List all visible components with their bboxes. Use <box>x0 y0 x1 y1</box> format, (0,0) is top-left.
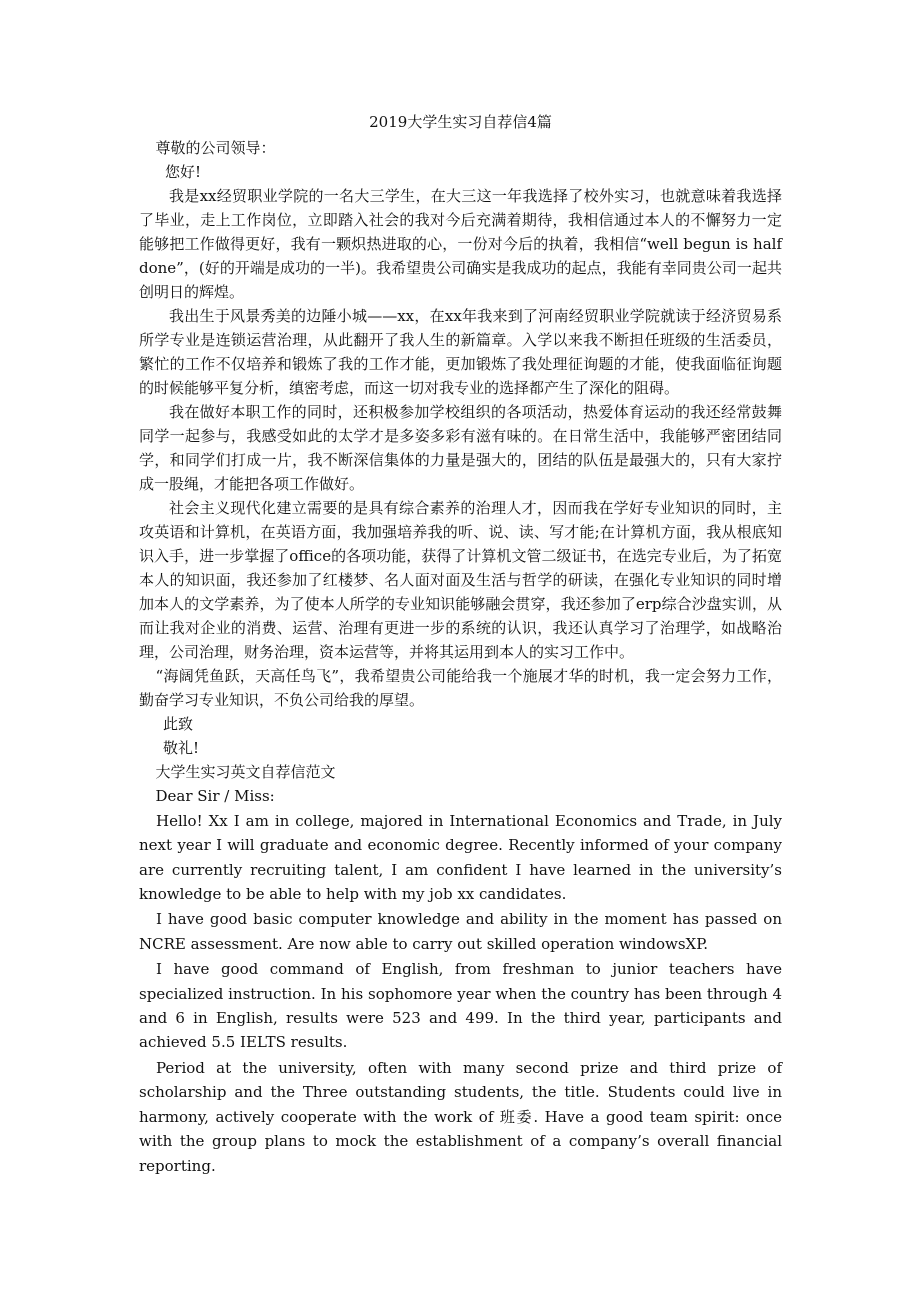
en-paragraph-1: Hello! Xx I am in college, majored in International Economics and Trade, in July next year I will graduate and economic degree. Recently informed of your company are currently recruiting talent, I am confident I have learned in the university’s knowledge to be able to help with my job xx candidates. <box>139 811 782 904</box>
english-section <box>139 760 782 1178</box>
greeting-hello: 您好! <box>165 163 202 181</box>
closing-ci-zhi: 此致 <box>163 715 194 733</box>
en-section-title: 大学生实习英文自荐信范文 <box>155 763 336 781</box>
document-page <box>139 110 782 1179</box>
en-paragraph-2: I have good basic computer knowledge and ability in the moment has passed on NCRE assessment. Are now able to carry out skilled operation windowsXP. <box>139 910 782 953</box>
cn-paragraph-1: 我是xx经贸职业学院的一名大三学生，在大三这一年我选择了校外实习，也就意味着我选择了毕业，走上工作岗位，立即踏入社会的我对今后充满着期待，我相信通过本人的不懈努力一定能够把工作做得更好，我有一颗炽热进取的心，一份对今后的执着，我相信“well begun is half done”，(好的开端是成功的一半)。我希望贵公司确实是我成功的起点，我能有幸同贵公司一起共创明日的辉煌。 <box>139 187 782 301</box>
cn-quote-paragraph: “海阔凭鱼跃，天高任鸟飞”，我希望贵公司能给我一个施展才华的时机，我一定会努力工作，勤奋学习专业知识，不负公司给我的厚望。 <box>139 667 782 709</box>
cn-paragraph-4: 社会主义现代化建立需要的是具有综合素养的治理人才，因而我在学好专业知识的同时，主攻英语和计算机，在英语方面，我加强培养我的听、说、读、写才能;在计算机方面，我从根底知识入手，进一步掌握了office的各项功能，获得了计算机文管二级证书，在选完专业后，为了拓宽本人的知识面，我还参加了红楼梦、名人面对面及生活与哲学的研读，在强化专业知识的同时增加本人的文学素养，为了使本人所学的专业知识能够融会贯穿，我还参加了erp综合沙盘实训，从而让我对企业的消费、运营、治理有更进一步的系统的认识，我还认真学习了治理学，如战略治理，公司治理，财务治理，资本运营等，并将其运用到本人的实习工作中。 <box>139 499 782 661</box>
en-paragraph-4: Period at the university, often with many second prize and third prize of scholarship and the Three outstanding students, the title. Students could live in harmony, actively cooperate with the work of 班委. Have a good team spirit: once with the group plans to mock the establishment of a company’s overall financial reporting. <box>139 1058 782 1175</box>
en-greeting: Dear Sir / Miss: <box>155 787 275 806</box>
cn-paragraph-2: 我出生于风景秀美的边陲小城——xx，在xx年我来到了河南经贸职业学院就读于经济贸易系所学专业是连锁运营治理，从此翻开了我人生的新篇章。入学以来我不断担任班级的生活委员，繁忙的工作不仅培养和锻炼了我的工作才能，更加锻炼了我处理征询题的才能，使我面临征询题的时候能够平复分析，缜密考虑，而这一切对我专业的选择都产生了深化的阻碍。 <box>139 307 782 397</box>
salutation: 尊敬的公司领导： <box>155 139 276 157</box>
en-paragraph-3: I have good command of English, from freshman to junior teachers have specialized instruction. In his sophomore year when the country has been through 4 and 6 in English, results were 523 and 499. In the third year, participants and achieved 5.5 IELTS results. <box>139 960 782 1052</box>
closing-jing-li: 敬礼! <box>163 739 200 757</box>
cn-paragraph-3: 我在做好本职工作的同时，还积极参加学校组织的各项活动，热爱体育运动的我还经常鼓舞同学一起参与，我感受如此的太学才是多姿多彩有滋有味的。在日常生活中，我能够严密团结同学，和同学们打成一片，我不断深信集体的力量是强大的，团结的队伍是最强大的，只有大家拧成一股绳，才能把各项工作做好。 <box>139 403 782 493</box>
document-title: 2019大学生实习自荐信4篇 <box>369 113 552 131</box>
